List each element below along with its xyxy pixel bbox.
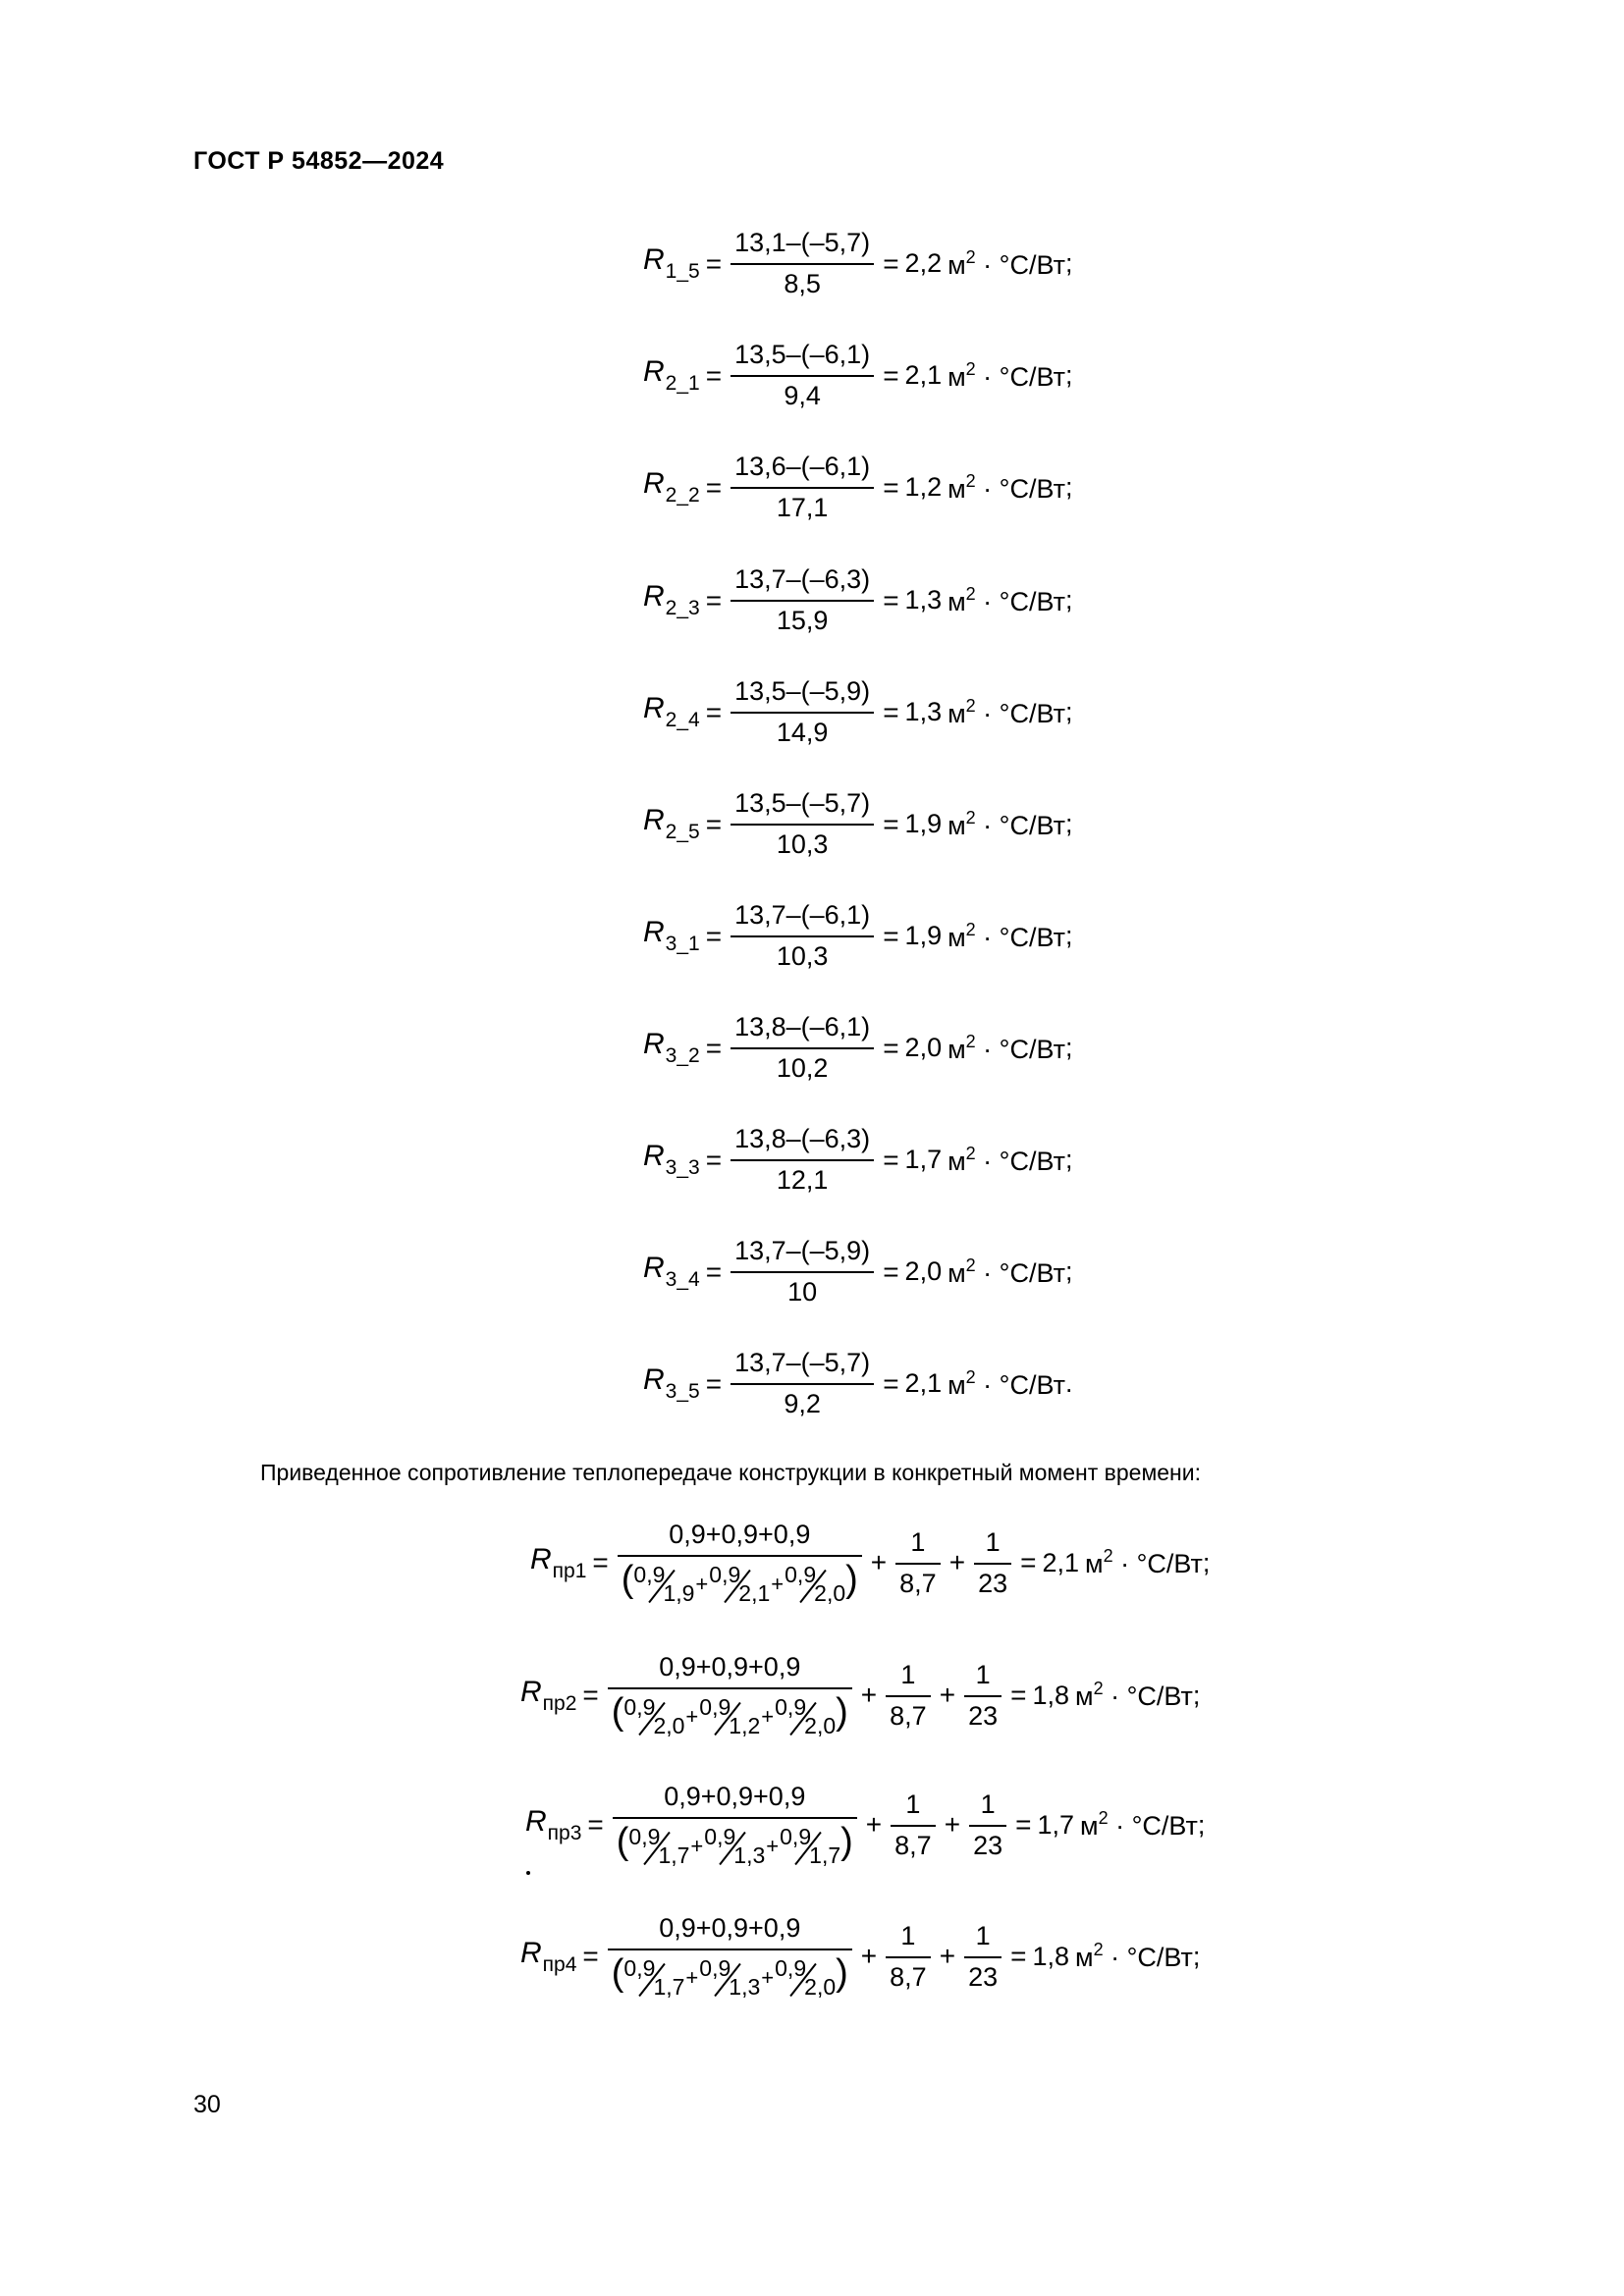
equals-sign: =: [705, 920, 723, 951]
result-value: 2,2: [904, 248, 943, 278]
plus-sign: +: [948, 1547, 966, 1578]
result-value: 2,1: [1042, 1547, 1080, 1577]
slash-fraction: 0,9 1,9: [633, 1561, 695, 1606]
equals-sign: =: [705, 1032, 723, 1063]
fraction: [731, 1124, 874, 1196]
terminator: ;: [1064, 248, 1073, 278]
fraction-numerator: 13,8–(–6,3): [734, 1124, 871, 1153]
fraction-denominator: 17,1: [731, 487, 874, 523]
unit: $м^2 \cdot ^\circ С/Вт$: [947, 695, 1065, 728]
equation-row: [643, 228, 1072, 299]
fraction-numerator: 13,8–(–6,1): [734, 1012, 871, 1041]
equation-row: [643, 1236, 1072, 1308]
fraction-numerator: 0,9+0,9+0,9: [669, 1520, 811, 1549]
unit: $м^2 \cdot ^\circ С/Вт$: [1080, 1808, 1198, 1842]
equals-sign: =: [1010, 1941, 1027, 1972]
fraction-numerator: 0,9+0,9+0,9: [659, 1652, 801, 1682]
equation-row: [643, 452, 1072, 523]
equals-sign: =: [883, 1367, 899, 1399]
eq-subscript: пр4: [542, 1952, 577, 1976]
eq-subscript: пр1: [552, 1559, 587, 1582]
fraction: [731, 340, 874, 411]
fraction-numerator: 13,5–(–6,1): [734, 340, 871, 369]
fraction-denominator: ( 0,9 1,7 + 0,9 1,3 + 0,9 2,0 ): [608, 1949, 852, 2001]
fraction-numerator: 0,9+0,9+0,9: [664, 1782, 806, 1811]
equals-sign: =: [705, 808, 723, 839]
eq-subscript: 2_2: [665, 484, 700, 507]
slash-fraction: 0,9 1,7: [623, 1954, 685, 2000]
equals-sign: =: [705, 359, 723, 391]
unit: $м^2 \cdot ^\circ С/Вт$: [947, 470, 1065, 504]
plus-sign: +: [939, 1941, 956, 1972]
slash-fraction: 0,9 1,2: [699, 1693, 761, 1738]
eq-subscript: 1_5: [665, 260, 700, 283]
equals-sign: =: [883, 1144, 899, 1175]
eq-symbol: $R_{3\_5}$: [643, 1363, 700, 1403]
reduced-equation-row: [525, 1782, 1205, 1869]
fraction-denominator: ( 0,9 1,7 + 0,9 1,3 + 0,9 1,7 ): [613, 1817, 857, 1869]
fraction-numerator: 13,7–(–5,7): [734, 1348, 871, 1377]
main-fraction: [613, 1782, 857, 1869]
unit: $м^2 \cdot ^\circ С/Вт$: [947, 1255, 1065, 1288]
fraction-numerator: 13,7–(–6,3): [734, 564, 871, 594]
slash-fraction: 0,9 2,0: [623, 1693, 685, 1738]
eq-symbol: $R_{пр3}$: [525, 1804, 582, 1844]
outer-resistance-fraction: $\frac{1}{23}$: [964, 1660, 1001, 1732]
unit: $м^2 \cdot ^\circ С/Вт$: [1075, 1940, 1193, 1973]
result-value: 2,0: [904, 1033, 943, 1062]
equals-sign: =: [883, 584, 899, 615]
fraction-denominator: 12,1: [731, 1159, 874, 1196]
result-value: 1,8: [1032, 1680, 1070, 1710]
fraction: [731, 1236, 874, 1308]
fraction-denominator: ( 0,9 2,0 + 0,9 1,2 + 0,9 2,0 ): [608, 1687, 852, 1739]
equals-sign: =: [883, 359, 899, 391]
fraction: [731, 900, 874, 972]
fraction: [731, 564, 874, 636]
result-value: 1,3: [904, 585, 943, 614]
unit: $м^2 \cdot ^\circ С/Вт$: [947, 807, 1065, 840]
slash-fraction: 0,9 1,3: [704, 1823, 766, 1868]
slash-fraction: 0,9 2,1: [709, 1561, 771, 1606]
fraction: [731, 452, 874, 523]
plus-sign: +: [870, 1547, 888, 1578]
eq-subscript: 3_5: [665, 1380, 700, 1403]
reduced-equation-row: [520, 1652, 1200, 1739]
plus-sign: +: [944, 1809, 961, 1841]
inner-resistance-fraction: $\frac{1}{8,7}$: [891, 1789, 936, 1861]
eq-symbol: $R_{пр1}$: [530, 1542, 587, 1582]
equals-sign: =: [705, 247, 723, 279]
eq-subscript: 2_4: [665, 709, 700, 731]
fraction-numerator: 13,7–(–5,9): [734, 1236, 871, 1265]
terminator: ;: [1064, 1145, 1073, 1174]
fraction-denominator: 10,3: [731, 824, 874, 860]
result-value: 1,9: [904, 809, 943, 838]
equals-sign: =: [705, 1255, 723, 1287]
reduced-equation-row: [520, 1913, 1200, 2001]
fraction-numerator: 13,5–(–5,9): [734, 676, 871, 706]
fraction-denominator: 9,2: [731, 1383, 874, 1419]
fraction: [731, 788, 874, 860]
eq-subscript: пр3: [547, 1821, 582, 1844]
terminator: ;: [1192, 1941, 1201, 1971]
result-value: 1,3: [904, 697, 943, 726]
terminator: ;: [1197, 1809, 1206, 1840]
eq-symbol: $R_{3\_1}$: [643, 916, 700, 955]
main-fraction: [608, 1652, 852, 1739]
outer-resistance-fraction: $\frac{1}{23}$: [964, 1921, 1001, 1993]
fraction-denominator: 14,9: [731, 712, 874, 748]
slash-fraction: 0,9 1,7: [628, 1823, 690, 1868]
page-number: 30: [193, 2091, 221, 2118]
slash-fraction: 0,9 1,3: [699, 1954, 761, 2000]
eq-subscript: 3_4: [665, 1268, 700, 1291]
equals-sign: =: [705, 471, 723, 503]
slash-fraction: 0,9 2,0: [775, 1954, 837, 2000]
eq-symbol: $R_{2\_5}$: [643, 804, 700, 843]
plus-sign: +: [865, 1809, 883, 1841]
equation-row: [643, 1348, 1072, 1419]
eq-subscript: 3_2: [665, 1044, 700, 1067]
equals-sign: =: [705, 584, 723, 615]
equals-sign: =: [705, 696, 723, 727]
eq-subscript: 3_1: [665, 933, 700, 955]
eq-subscript: 3_3: [665, 1156, 700, 1179]
inner-resistance-fraction: $\frac{1}{8,7}$: [886, 1921, 931, 1993]
result-value: 1,2: [904, 472, 943, 502]
equation-row: [643, 900, 1072, 972]
eq-symbol: $R_{2\_4}$: [643, 692, 700, 731]
equals-sign: =: [883, 920, 899, 951]
terminator: ;: [1064, 809, 1073, 838]
slash-fraction: 0,9 2,0: [775, 1693, 837, 1738]
plus-sign: +: [939, 1680, 956, 1711]
eq-symbol: $R_{2\_3}$: [643, 580, 700, 619]
eq-symbol: $R_{3\_3}$: [643, 1140, 700, 1179]
result-value: 2,0: [904, 1256, 943, 1286]
slash-fraction: 0,9 1,7: [780, 1823, 841, 1868]
eq-symbol: $R_{2\_1}$: [643, 355, 700, 395]
fraction: [731, 1012, 874, 1084]
fraction-numerator: 13,7–(–6,1): [734, 900, 871, 930]
equals-sign: =: [1010, 1680, 1027, 1711]
terminator: ;: [1064, 921, 1073, 950]
equals-sign: =: [587, 1809, 604, 1841]
fraction-denominator: 15,9: [731, 600, 874, 636]
eq-symbol: $R_{пр4}$: [520, 1936, 577, 1976]
eq-symbol: $R_{3\_2}$: [643, 1028, 700, 1067]
slash-fraction: 0,9 2,0: [785, 1561, 846, 1606]
equation-row: [643, 788, 1072, 860]
unit: $м^2 \cdot ^\circ С/Вт$: [1085, 1546, 1203, 1579]
equation-row: [643, 1012, 1072, 1084]
plus-sign: +: [860, 1680, 878, 1711]
fraction: [731, 1348, 874, 1419]
eq-symbol: $R_{3\_4}$: [643, 1252, 700, 1291]
equals-sign: =: [883, 247, 899, 279]
paragraph-text: Приведенное сопротивление теплопередаче конструкции в конкретный момент времени:: [260, 1460, 1201, 1485]
terminator: ;: [1202, 1547, 1211, 1577]
fraction-denominator: 10,3: [731, 935, 874, 972]
equation-row: [643, 340, 1072, 411]
equals-sign: =: [1015, 1809, 1032, 1841]
terminator: ;: [1064, 1033, 1073, 1062]
eq-subscript: пр2: [542, 1691, 577, 1715]
result-value: 2,1: [904, 360, 943, 390]
unit: $м^2 \cdot ^\circ С/Вт$: [1075, 1679, 1193, 1712]
inner-resistance-fraction: $\frac{1}{8,7}$: [886, 1660, 931, 1732]
fraction-numerator: 13,5–(–5,7): [734, 788, 871, 818]
equals-sign: =: [1020, 1547, 1037, 1578]
fraction-denominator: 10,2: [731, 1047, 874, 1084]
result-value: 1,8: [1032, 1941, 1070, 1971]
plus-sign: +: [860, 1941, 878, 1972]
unit: $м^2 \cdot ^\circ С/Вт$: [947, 583, 1065, 616]
fraction-denominator: ( 0,9 1,9 + 0,9 2,1 + 0,9 2,0 ): [618, 1555, 862, 1607]
eq-subscript: 2_5: [665, 821, 700, 843]
equals-sign: =: [883, 1255, 899, 1287]
eq-subscript: 2_1: [665, 372, 700, 395]
equals-sign: =: [582, 1680, 599, 1711]
terminator: .: [1064, 1368, 1073, 1398]
fraction-denominator: 8,5: [731, 263, 874, 299]
fraction-numerator: 13,1–(–5,7): [734, 228, 871, 257]
outer-resistance-fraction: $\frac{1}{23}$: [974, 1527, 1011, 1599]
unit: $м^2 \cdot ^\circ С/Вт$: [947, 1366, 1065, 1400]
terminator: ;: [1064, 585, 1073, 614]
main-fraction: [608, 1913, 852, 2001]
fraction: [731, 228, 874, 299]
equals-sign: =: [705, 1144, 723, 1175]
fraction-denominator: 10: [731, 1271, 874, 1308]
result-value: 1,9: [904, 921, 943, 950]
eq-symbol: $R_{1\_5}$: [643, 243, 700, 283]
unit: $м^2 \cdot ^\circ С/Вт$: [947, 919, 1065, 952]
fraction-denominator: 9,4: [731, 375, 874, 411]
eq-subscript: 2_3: [665, 597, 700, 619]
main-fraction: [618, 1520, 862, 1607]
reduced-equation-row: [530, 1520, 1210, 1607]
equation-row: [643, 1124, 1072, 1196]
outer-resistance-fraction: $\frac{1}{23}$: [969, 1789, 1006, 1861]
fraction-numerator: 13,6–(–6,1): [734, 452, 871, 481]
stray-dot: [526, 1871, 530, 1875]
equals-sign: =: [883, 471, 899, 503]
terminator: ;: [1064, 1256, 1073, 1286]
unit: $м^2 \cdot ^\circ С/Вт$: [947, 1143, 1065, 1176]
equals-sign: =: [705, 1367, 723, 1399]
result-value: 1,7: [1037, 1809, 1075, 1840]
fraction: [731, 676, 874, 748]
page-header: ГОСТ Р 54852—2024: [193, 147, 445, 175]
terminator: ;: [1064, 472, 1073, 502]
terminator: ;: [1064, 697, 1073, 726]
unit: $м^2 \cdot ^\circ С/Вт$: [947, 1031, 1065, 1064]
unit: $м^2 \cdot ^\circ С/Вт$: [947, 246, 1065, 280]
eq-symbol: $R_{пр2}$: [520, 1675, 577, 1715]
terminator: ;: [1192, 1680, 1201, 1710]
result-value: 1,7: [904, 1145, 943, 1174]
equation-row: [643, 564, 1072, 636]
equals-sign: =: [883, 696, 899, 727]
unit: $м^2 \cdot ^\circ С/Вт$: [947, 358, 1065, 392]
equals-sign: =: [883, 1032, 899, 1063]
equation-row: [643, 676, 1072, 748]
equals-sign: =: [582, 1941, 599, 1972]
fraction-numerator: 0,9+0,9+0,9: [659, 1913, 801, 1943]
result-value: 2,1: [904, 1368, 943, 1398]
eq-symbol: $R_{2\_2}$: [643, 467, 700, 507]
equals-sign: =: [883, 808, 899, 839]
equals-sign: =: [592, 1547, 609, 1578]
inner-resistance-fraction: $\frac{1}{8,7}$: [895, 1527, 941, 1599]
terminator: ;: [1064, 360, 1073, 390]
